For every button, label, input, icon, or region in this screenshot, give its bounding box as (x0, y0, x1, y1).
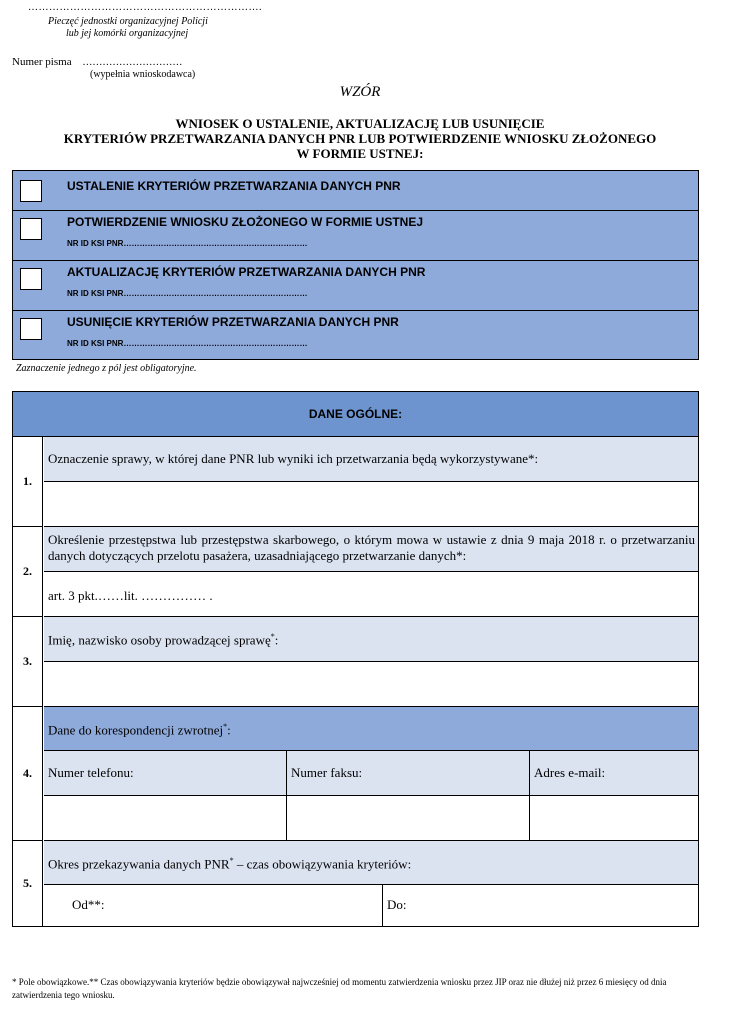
row-number-2: 2. (13, 527, 43, 617)
row3-colon: : (274, 632, 279, 648)
offense-input[interactable]: art. 3 pkt.……lit. …………… . (44, 572, 698, 617)
footnote: * Pole obowiązkowe.** Czas obowiązywania kryteriów będzie obowiązywał najwcześniej od momentu zatwierdzenia wniosku przez JIP oraz nie dłużej niż przez 6 miesięcy od dnia zatwierdzenia tego wniosku. (12, 977, 667, 1000)
form-title-line1: WNIOSEK O USTALENIE, AKTUALIZACJĘ LUB USUNIĘCIE (175, 116, 545, 131)
row3-label-text: Imię, nazwisko osoby prowadzącej sprawę (48, 632, 271, 648)
stamp-caption-line2: lub jej komórki organizacyjnej (66, 28, 189, 39)
row4-label-text: Dane do korespondencji zwrotnej (48, 722, 224, 738)
required-star: * (223, 722, 228, 731)
row-number-1: 1. (13, 437, 43, 527)
date-from-field[interactable]: Od**: (44, 885, 383, 926)
table-heading: DANE OGÓLNE: (13, 392, 698, 437)
checkbox-establish[interactable] (20, 180, 42, 202)
fax-label: Numer faksu: (287, 751, 530, 796)
email-input[interactable] (530, 796, 698, 841)
request-type-options (12, 170, 699, 360)
option-update-label: AKTUALIZACJĘ KRYTERIÓW PRZETWARZANIA DANYCH PNR (67, 265, 426, 279)
row-number-3: 3. (13, 617, 43, 707)
stamp-caption-line1: Pieczęć jednostki organizacyjnej Policji (48, 16, 208, 27)
fax-input[interactable] (287, 796, 530, 841)
email-label: Adres e-mail: (530, 751, 698, 796)
document-number-dots: ………………………… (82, 57, 183, 68)
row1-label: Oznaczenie sprawy, w której dane PNR lub wyniki ich przetwarzania będą wykorzystywane*: (44, 437, 698, 482)
case-designation-input[interactable] (44, 482, 698, 527)
row5-label-rest: – czas obowiązywania kryteriów: (233, 856, 412, 872)
option-confirm-id-field[interactable]: NR ID KSI PNR…………………………………………………………… (67, 239, 308, 248)
document-number-field[interactable] (12, 56, 182, 68)
row-number-4: 4. (13, 707, 43, 841)
form-title (0, 116, 720, 161)
row5-label (44, 841, 698, 885)
option-update-id-field[interactable]: NR ID KSI PNR…………………………………………………………… (67, 289, 308, 298)
required-star: * (229, 856, 234, 865)
checkbox-delete[interactable] (20, 318, 42, 340)
row-number-5: 5. (13, 841, 43, 926)
option-update[interactable] (13, 261, 698, 311)
option-delete[interactable] (13, 311, 698, 359)
case-officer-input[interactable] (44, 662, 698, 707)
required-star: * (270, 632, 275, 641)
row4-colon: : (227, 722, 231, 738)
form-title-line2: KRYTERIÓW PRZETWARZANIA DANYCH PNR LUB POTWIERDZENIE WNIOSKU ZŁOŻONEGO (63, 131, 657, 146)
phone-input[interactable] (44, 796, 287, 841)
template-mark: WZÓR (339, 84, 381, 100)
option-delete-label: USUNIĘCIE KRYTERIÓW PRZETWARZANIA DANYCH PNR (67, 315, 399, 329)
row4-label (44, 707, 698, 751)
row3-label (44, 617, 698, 662)
date-to-field[interactable]: Do: (387, 897, 407, 912)
document-number-label: Numer pisma (12, 56, 72, 68)
option-establish-label: USTALENIE KRYTERIÓW PRZETWARZANIA DANYCH PNR (67, 179, 401, 193)
option-delete-id-field[interactable]: NR ID KSI PNR…………………………………………………………… (67, 339, 308, 348)
option-confirm[interactable] (13, 211, 698, 261)
general-data-table (12, 391, 699, 927)
row5-label-text: Okres przekazywania danych PNR (48, 856, 230, 872)
obligatory-note: Zaznaczenie jednego z pól jest obligatoryjne. (16, 363, 197, 374)
checkbox-update[interactable] (20, 268, 42, 290)
checkbox-confirm[interactable] (20, 218, 42, 240)
option-establish[interactable] (13, 171, 698, 211)
phone-label: Numer telefonu: (44, 751, 287, 796)
row2-label: Określenie przestępstwa lub przestępstwa skarbowego, o którym mowa w ustawie z dnia 9 maja 2018 r. o przetwarzaniu danych dotyczących przelotu pasażera, uzasadniającego przetwarzanie danych*: (44, 527, 698, 572)
form-title-line3: W FORMIE USTNEJ: (296, 146, 424, 161)
option-confirm-label: POTWIERDZENIE WNIOSKU ZŁOŻONEGO W FORMIE USTNEJ (67, 215, 423, 229)
document-number-hint: (wypełnia wnioskodawca) (90, 69, 196, 80)
stamp-dots: …………………………………………………………. (28, 2, 262, 13)
